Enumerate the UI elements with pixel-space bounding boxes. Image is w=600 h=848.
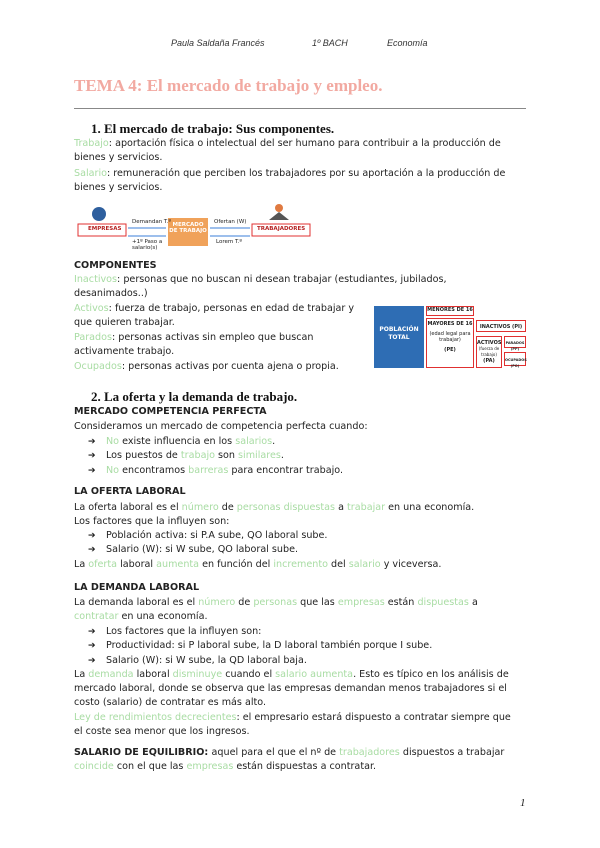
market-diagram xyxy=(74,200,314,255)
mayores-label: MAYORES DE 16 xyxy=(427,321,473,327)
header-subject: Economía xyxy=(387,38,428,48)
list-item: ➔ No existe influencia en los salarios. xyxy=(74,435,343,449)
inactivos-term: Inactivos xyxy=(74,274,118,285)
oferta-heading: LA OFERTA LABORAL xyxy=(74,486,186,497)
list-item: ➔ Los factores que la influyen son: xyxy=(74,625,432,639)
demanda-closing1: La demanda laboral disminuye cuando el salario aumenta. Esto es típico en los análisis de xyxy=(74,669,509,680)
menores-cell: MENORES DE 16 xyxy=(426,306,474,316)
list-item: ➔ Población activa: si P.A sube, QO laboral sube. xyxy=(74,529,327,543)
oferta-factors: Los factores que la influyen son: xyxy=(74,516,230,527)
lorem-label: Lorem T.º xyxy=(216,239,243,245)
parados-cell: PARADOS (PP) xyxy=(504,336,526,348)
ocupados-term: Ocupados xyxy=(74,361,122,372)
inactivos-cell: INACTIVOS (PI) xyxy=(476,320,526,332)
poblacion-total-cell: POBLACIÓN TOTAL xyxy=(374,306,424,368)
ley-term: Ley de rendimientos decrecientes xyxy=(74,712,237,723)
header-author: Paula Saldaña Francés xyxy=(171,38,265,48)
list-item: ➔ Salario (W): si W sube, la QD laboral baja. xyxy=(74,654,432,668)
page-title: TEMA 4: El mercado de trabajo y empleo. xyxy=(74,76,383,95)
mayores-cell xyxy=(426,318,474,368)
demanda-list xyxy=(74,625,432,668)
mercado-label: MERCADO DE TRABAJO xyxy=(169,222,207,234)
trabajadores-label: TRABAJADORES xyxy=(257,226,306,232)
oferta-closing: La oferta laboral aumenta en función del incremento del salario y viceversa. xyxy=(74,559,442,570)
activos-def: : fuerza de trabajo, personas en edad de trabajar y que quieren trabajar. xyxy=(74,303,355,329)
demand-label: Demandan T.º xyxy=(132,219,171,225)
ocupados-definition xyxy=(74,360,366,374)
empresas-label: EMPRESAS xyxy=(88,226,122,232)
oferta-list xyxy=(74,529,327,558)
activos-cell xyxy=(476,336,502,368)
equilibrio-line2: coincide con el que las empresas están dispuestas a contratar. xyxy=(74,761,377,772)
company-icon xyxy=(92,207,106,221)
ley-definition: Ley de rendimientos decrecientes: el empresario estará dispuesto a contratar siempre que xyxy=(74,712,511,723)
list-item: ➔ Los puestos de trabajo son similares. xyxy=(74,449,343,463)
trabajo-term: Trabajo xyxy=(74,138,109,149)
page-number: 1 xyxy=(520,797,526,809)
components-heading: COMPONENTES xyxy=(74,260,157,271)
trabajo-def: : aportación física o intelectual del ser humano para contribuir a la producción de bienes y servicios. xyxy=(74,138,501,164)
worker-icon xyxy=(275,204,283,212)
demanda-line2: contratar en una economía. xyxy=(74,611,208,622)
trabajo-definition xyxy=(74,137,526,166)
mcp-intro: Consideramos un mercado de competencia perfecta cuando: xyxy=(74,421,368,432)
parados-def: : personas activas sin empleo que buscan activamente trabajo. xyxy=(74,332,314,358)
offer-label: Ofertan (W) xyxy=(214,219,247,225)
population-diagram xyxy=(374,306,526,368)
parados-definition xyxy=(74,331,344,360)
mayores-code: (PE) xyxy=(444,347,456,353)
demanda-line1: La demanda laboral es el número de personas que las empresas están dispuestas a xyxy=(74,597,478,608)
activos-definition xyxy=(74,302,366,331)
salario-definition xyxy=(74,167,526,196)
list-item: ➔ Productividad: si P laboral sube, la D laboral también porque I sube. xyxy=(74,639,432,653)
section2-heading: 2. La oferta y la demanda de trabajo. xyxy=(91,389,298,404)
activos-code: (PA) xyxy=(483,358,495,364)
demanda-closing2: mercado laboral, donde se observa que las empresas demandan menos trabajadores si el xyxy=(74,683,507,694)
oferta-line1: La oferta laboral es el número de personas dispuestas a trabajar en una economía. xyxy=(74,502,475,513)
demanda-heading: LA DEMANDA LABORAL xyxy=(74,582,200,593)
ocupados-cell: OCUPADOS (PO) xyxy=(504,352,526,366)
ley-definition-cont: el coste sea menor que los ingresos. xyxy=(74,726,250,737)
parados-term: Parados xyxy=(74,332,113,343)
mcp-list xyxy=(74,435,343,478)
list-item: ➔ Salario (W): si W sube, QO laboral sube. xyxy=(74,543,327,557)
mcp-heading: MERCADO COMPETENCIA PERFECTA xyxy=(74,406,267,417)
activos-sub: (fuerza de trabajo) xyxy=(478,346,500,357)
list-item: ➔ No encontramos barreras para encontrar trabajo. xyxy=(74,464,343,478)
title-divider xyxy=(74,108,526,109)
salario-term: Salario xyxy=(74,168,107,179)
inactivos-def: : personas que no buscan ni desean trabajar (estudiantes, jubilados, desanimados..) xyxy=(74,274,447,300)
equilibrio-term: SALARIO DE EQUILIBRIO xyxy=(74,747,205,758)
inactivos-definition xyxy=(74,273,450,302)
salario-def: : remuneración que perciben los trabajadores por su aportación a la producción de bienes y servicios. xyxy=(74,168,506,194)
worker-body-icon xyxy=(269,212,289,220)
header-course: 1º BACH xyxy=(312,38,348,48)
mayores-sub: (edad legal para trabajar) xyxy=(429,331,471,343)
ocupados-def: : personas activas por cuenta ajena o propia. xyxy=(121,361,339,372)
demanda-closing3: costo (salario) de contratar es más alto. xyxy=(74,697,267,708)
equilibrio-line1: SALARIO DE EQUILIBRIO: aquel para el que el nº de trabajadores dispuestos a trabajar xyxy=(74,747,505,758)
salary-pay-label: +1º Paso a salario(s) xyxy=(132,239,163,251)
activos-term: Activos xyxy=(74,303,109,314)
section1-heading: 1. El mercado de trabajo: Sus componentes. xyxy=(91,121,335,136)
activos-label: ACTIVOS xyxy=(477,340,502,346)
